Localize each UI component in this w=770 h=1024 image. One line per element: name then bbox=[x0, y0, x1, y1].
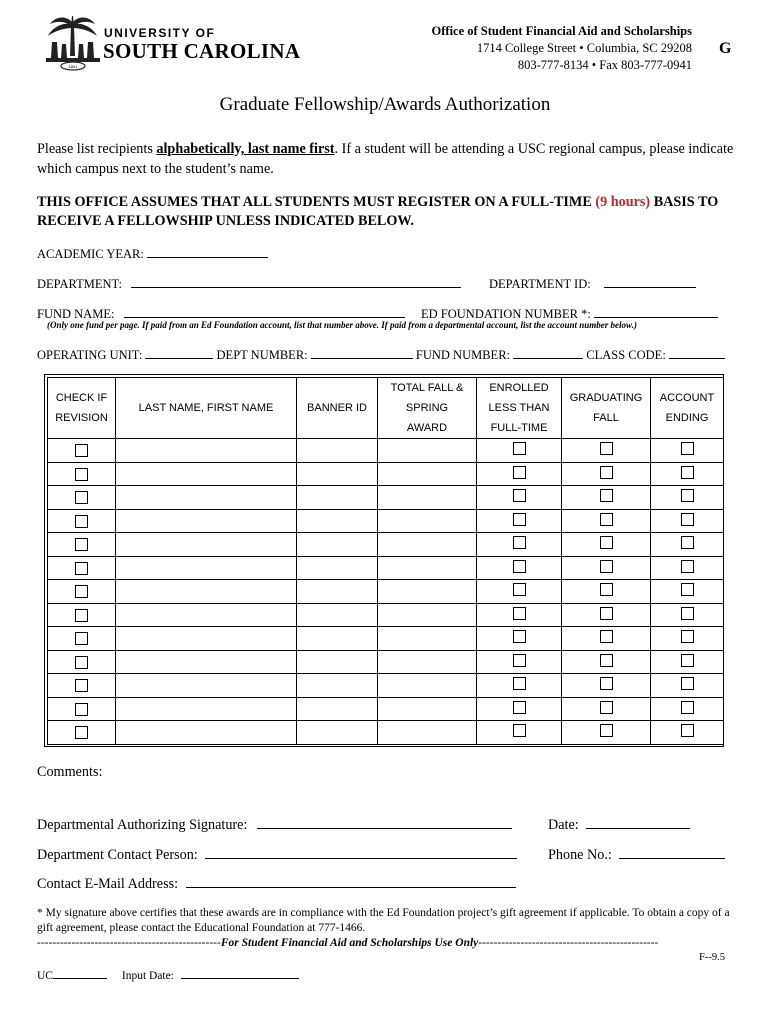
department-id-label: DEPARTMENT ID: bbox=[489, 277, 591, 291]
col-graduating bbox=[562, 378, 651, 439]
enrolled-checkbox[interactable] bbox=[513, 513, 526, 526]
account-ending-cell bbox=[651, 462, 724, 486]
revision-cell bbox=[48, 650, 116, 674]
department-input[interactable] bbox=[131, 275, 461, 288]
date-label: Date: bbox=[548, 817, 579, 833]
fund-number-label: FUND NUMBER: bbox=[415, 348, 511, 362]
name-cell[interactable] bbox=[116, 486, 297, 510]
revision-checkbox[interactable] bbox=[75, 679, 88, 692]
award-cell[interactable] bbox=[378, 627, 477, 651]
graduating-checkbox[interactable] bbox=[600, 677, 613, 690]
enrolled-cell bbox=[477, 556, 562, 580]
notice-post: BASIS TO RECEIVE A FELLOWSHIP UNLESS INDICATED BELOW. bbox=[37, 194, 719, 229]
banner-id-cell[interactable] bbox=[297, 697, 378, 721]
account-ending-cell bbox=[651, 556, 724, 580]
dept-number-label: DEPT NUMBER: bbox=[216, 348, 308, 362]
enrolled-cell bbox=[477, 486, 562, 510]
table-row bbox=[48, 650, 724, 674]
logo-line1: UNIVERSITY OF bbox=[104, 26, 216, 40]
col-name-label: LAST NAME, FIRST NAME bbox=[138, 402, 274, 414]
page-title: Graduate Fellowship/Awards Authorization bbox=[219, 94, 551, 115]
logo-line2: SOUTH CAROLINA bbox=[103, 39, 301, 63]
department-id-input[interactable] bbox=[604, 275, 696, 288]
enrolled-cell bbox=[477, 509, 562, 533]
graduating-checkbox[interactable] bbox=[600, 607, 613, 620]
award-cell[interactable] bbox=[378, 674, 477, 698]
table-row bbox=[48, 697, 724, 721]
col-account-ending bbox=[651, 378, 724, 439]
enrolled-checkbox[interactable] bbox=[513, 583, 526, 596]
enrolled-checkbox[interactable] bbox=[513, 654, 526, 667]
col-check-line2: REVISION bbox=[55, 412, 108, 424]
graduating-checkbox[interactable] bbox=[600, 701, 613, 714]
enrolled-cell bbox=[477, 627, 562, 651]
graduating-cell bbox=[562, 721, 651, 745]
graduating-cell bbox=[562, 603, 651, 627]
col-acct-line2: ENDING bbox=[665, 412, 709, 424]
graduating-cell bbox=[562, 627, 651, 651]
account-ending-cell bbox=[651, 721, 724, 745]
graduating-cell bbox=[562, 650, 651, 674]
fund-number-input[interactable] bbox=[513, 346, 583, 359]
revision-checkbox[interactable] bbox=[75, 609, 88, 622]
revision-cell bbox=[48, 439, 116, 463]
banner-id-cell[interactable] bbox=[297, 462, 378, 486]
academic-year-label: ACADEMIC YEAR: bbox=[37, 247, 144, 261]
account-ending-checkbox[interactable] bbox=[681, 630, 694, 643]
graduating-checkbox[interactable] bbox=[600, 536, 613, 549]
phone-label: Phone No.: bbox=[548, 847, 612, 863]
account-ending-checkbox[interactable] bbox=[681, 513, 694, 526]
graduating-cell bbox=[562, 674, 651, 698]
award-cell[interactable] bbox=[378, 462, 477, 486]
revision-cell bbox=[48, 721, 116, 745]
revision-cell bbox=[48, 509, 116, 533]
graduating-cell bbox=[562, 556, 651, 580]
form-number: F--9.5 bbox=[699, 952, 725, 963]
account-ending-checkbox[interactable] bbox=[681, 560, 694, 573]
account-ending-checkbox[interactable] bbox=[681, 701, 694, 714]
banner-id-cell[interactable] bbox=[297, 674, 378, 698]
date-field bbox=[548, 816, 690, 834]
revision-checkbox[interactable] bbox=[75, 632, 88, 645]
table-row bbox=[48, 674, 724, 698]
enrolled-checkbox[interactable] bbox=[513, 724, 526, 737]
account-codes-row bbox=[37, 346, 725, 363]
revision-checkbox[interactable] bbox=[75, 491, 88, 504]
revision-cell bbox=[48, 580, 116, 604]
table-row bbox=[48, 462, 724, 486]
banner-id-cell[interactable] bbox=[297, 627, 378, 651]
enrolled-checkbox[interactable] bbox=[513, 442, 526, 455]
enrolled-cell bbox=[477, 674, 562, 698]
certification-note: * My signature above certifies that these awards are in compliance with the Ed Foundation project’s gift agreement if applicable. To obtain a copy of a gift agreement, please contact the Educational Foundation at 777-1466. bbox=[37, 907, 730, 934]
graduating-cell bbox=[562, 533, 651, 557]
account-ending-cell bbox=[651, 439, 724, 463]
col-banner-label: BANNER ID bbox=[307, 402, 367, 414]
col-total-line2: SPRING bbox=[405, 402, 449, 414]
revision-checkbox[interactable] bbox=[75, 515, 88, 528]
comments-label: Comments: bbox=[37, 764, 103, 780]
revision-checkbox[interactable] bbox=[75, 726, 88, 739]
enrolled-cell bbox=[477, 533, 562, 557]
award-cell[interactable] bbox=[378, 509, 477, 533]
fulltime-notice bbox=[37, 193, 737, 231]
banner-id-cell[interactable] bbox=[297, 533, 378, 557]
col-check-line1: CHECK IF bbox=[55, 392, 108, 404]
banner-id-cell[interactable] bbox=[297, 486, 378, 510]
enrolled-checkbox[interactable] bbox=[513, 607, 526, 620]
office-block bbox=[432, 23, 692, 74]
banner-id-cell[interactable] bbox=[297, 721, 378, 745]
enrolled-cell bbox=[477, 580, 562, 604]
fund-name-input[interactable] bbox=[124, 305, 405, 318]
graduating-cell bbox=[562, 486, 651, 510]
ed-foundation-label: ED FOUNDATION NUMBER *: bbox=[421, 307, 591, 321]
col-total-award bbox=[378, 378, 477, 439]
revision-checkbox[interactable] bbox=[75, 538, 88, 551]
banner-id-cell[interactable] bbox=[297, 556, 378, 580]
revision-cell bbox=[48, 697, 116, 721]
graduating-cell bbox=[562, 509, 651, 533]
input-date-label: Input Date: bbox=[121, 970, 174, 982]
banner-id-cell[interactable] bbox=[297, 603, 378, 627]
enrolled-checkbox[interactable] bbox=[513, 560, 526, 573]
table-row bbox=[48, 486, 724, 510]
class-code-label: CLASS CODE: bbox=[586, 348, 666, 362]
revision-cell bbox=[48, 462, 116, 486]
table-row bbox=[48, 721, 724, 745]
col-total-line3: AWARD bbox=[406, 422, 448, 434]
account-ending-cell bbox=[651, 603, 724, 627]
account-ending-checkbox[interactable] bbox=[681, 442, 694, 455]
revision-cell bbox=[48, 603, 116, 627]
contact-person-input[interactable] bbox=[205, 846, 517, 859]
email-field bbox=[37, 875, 516, 893]
auth-signature-input[interactable] bbox=[257, 816, 512, 829]
academic-year-input[interactable] bbox=[147, 245, 268, 258]
office-use-divider bbox=[37, 937, 658, 949]
account-ending-checkbox[interactable] bbox=[681, 654, 694, 667]
table-row bbox=[48, 627, 724, 651]
account-ending-checkbox[interactable] bbox=[681, 583, 694, 596]
revision-cell bbox=[48, 674, 116, 698]
name-cell[interactable] bbox=[116, 674, 297, 698]
name-cell[interactable] bbox=[116, 697, 297, 721]
palmetto-seal-icon bbox=[42, 12, 104, 72]
auth-signature-field bbox=[37, 816, 512, 834]
graduating-checkbox[interactable] bbox=[600, 583, 613, 596]
form-letter: G bbox=[719, 40, 732, 57]
table-row bbox=[48, 439, 724, 463]
office-phone: 803-777-8134 • Fax 803-777-0941 bbox=[517, 58, 692, 72]
office-use-fields bbox=[37, 966, 299, 982]
account-ending-checkbox[interactable] bbox=[681, 466, 694, 479]
name-cell[interactable] bbox=[116, 721, 297, 745]
account-ending-cell bbox=[651, 486, 724, 510]
revision-checkbox[interactable] bbox=[75, 562, 88, 575]
operating-unit-input[interactable] bbox=[145, 346, 213, 359]
graduating-checkbox[interactable] bbox=[600, 466, 613, 479]
enrolled-cell bbox=[477, 603, 562, 627]
instructions-post: . If a student will be attending a USC regional campus, please indicate which campus next to the student’s name. bbox=[37, 141, 734, 177]
table-row bbox=[48, 603, 724, 627]
name-cell[interactable] bbox=[116, 509, 297, 533]
account-ending-cell bbox=[651, 697, 724, 721]
revision-cell bbox=[48, 556, 116, 580]
academic-year-field bbox=[37, 245, 268, 262]
graduating-cell bbox=[562, 697, 651, 721]
name-cell[interactable] bbox=[116, 556, 297, 580]
contact-person-label: Department Contact Person: bbox=[37, 847, 198, 863]
enrolled-cell bbox=[477, 650, 562, 674]
email-label: Contact E-Mail Address: bbox=[37, 876, 179, 892]
award-cell[interactable] bbox=[378, 556, 477, 580]
award-cell[interactable] bbox=[378, 439, 477, 463]
col-total-line1: TOTAL FALL & bbox=[390, 382, 464, 394]
col-enrolled bbox=[477, 378, 562, 439]
col-banner-id bbox=[297, 378, 378, 439]
enrolled-checkbox[interactable] bbox=[513, 677, 526, 690]
graduating-checkbox[interactable] bbox=[600, 513, 613, 526]
office-use-label: For Student Financial Aid and Scholarships Use Only bbox=[220, 937, 479, 949]
table-body bbox=[48, 439, 724, 745]
award-cell[interactable] bbox=[378, 603, 477, 627]
office-name: Office of Student Financial Aid and Scholarships bbox=[431, 24, 692, 38]
col-grad-line1: GRADUATING bbox=[569, 392, 643, 404]
name-cell[interactable] bbox=[116, 603, 297, 627]
account-ending-checkbox[interactable] bbox=[681, 677, 694, 690]
department-field bbox=[37, 275, 461, 292]
graduating-cell bbox=[562, 462, 651, 486]
revision-cell bbox=[48, 533, 116, 557]
account-ending-cell bbox=[651, 580, 724, 604]
revision-checkbox[interactable] bbox=[75, 703, 88, 716]
award-cell[interactable] bbox=[378, 533, 477, 557]
col-name bbox=[116, 378, 297, 439]
account-ending-cell bbox=[651, 650, 724, 674]
revision-checkbox[interactable] bbox=[75, 468, 88, 481]
award-cell[interactable] bbox=[378, 721, 477, 745]
input-date-input[interactable] bbox=[181, 966, 299, 979]
award-cell[interactable] bbox=[378, 580, 477, 604]
enrolled-checkbox[interactable] bbox=[513, 701, 526, 714]
auth-signature-label: Departmental Authorizing Signature: bbox=[37, 817, 248, 833]
fund-name-label: FUND NAME: bbox=[37, 307, 115, 321]
fund-note: (Only one fund per page. If paid from an Ed Foundation account, list that number above. If paid from a departmental account, list the account number below.) bbox=[47, 320, 637, 330]
enrolled-checkbox[interactable] bbox=[513, 630, 526, 643]
award-cell[interactable] bbox=[378, 486, 477, 510]
enrolled-checkbox[interactable] bbox=[513, 489, 526, 502]
graduating-checkbox[interactable] bbox=[600, 442, 613, 455]
name-cell[interactable] bbox=[116, 462, 297, 486]
recipients-table bbox=[47, 377, 724, 745]
table-row bbox=[48, 556, 724, 580]
table-row bbox=[48, 533, 724, 557]
table-row bbox=[48, 580, 724, 604]
uc-label: UC bbox=[37, 970, 53, 982]
revision-checkbox[interactable] bbox=[75, 444, 88, 457]
account-ending-checkbox[interactable] bbox=[681, 607, 694, 620]
table-header-row bbox=[48, 378, 724, 439]
graduating-checkbox[interactable] bbox=[600, 654, 613, 667]
notice-pre: THIS OFFICE ASSUMES THAT ALL STUDENTS MUST REGISTER ON A FULL-TIME bbox=[37, 194, 596, 210]
graduating-checkbox[interactable] bbox=[600, 724, 613, 737]
account-ending-cell bbox=[651, 509, 724, 533]
col-check-if-revision bbox=[48, 378, 116, 439]
account-ending-checkbox[interactable] bbox=[681, 536, 694, 549]
revision-checkbox[interactable] bbox=[75, 656, 88, 669]
department-label: DEPARTMENT: bbox=[37, 277, 122, 291]
banner-id-cell[interactable] bbox=[297, 650, 378, 674]
class-code-input[interactable] bbox=[669, 346, 725, 359]
revision-checkbox[interactable] bbox=[75, 585, 88, 598]
graduating-checkbox[interactable] bbox=[600, 560, 613, 573]
revision-cell bbox=[48, 486, 116, 510]
graduating-cell bbox=[562, 580, 651, 604]
award-cell[interactable] bbox=[378, 650, 477, 674]
banner-id-cell[interactable] bbox=[297, 509, 378, 533]
table-row bbox=[48, 509, 724, 533]
account-ending-cell bbox=[651, 533, 724, 557]
contact-person-field bbox=[37, 846, 517, 864]
col-enrolled-line1: ENROLLED bbox=[489, 382, 549, 394]
name-cell[interactable] bbox=[116, 650, 297, 674]
banner-id-cell[interactable] bbox=[297, 439, 378, 463]
instructions-emphasis: alphabetically, last name first bbox=[156, 141, 335, 157]
office-address: 1714 College Street • Columbia, SC 29208 bbox=[476, 41, 692, 55]
enrolled-checkbox[interactable] bbox=[513, 536, 526, 549]
dept-number-input[interactable] bbox=[311, 346, 413, 359]
col-acct-line1: ACCOUNT bbox=[659, 392, 715, 404]
enrolled-cell bbox=[477, 439, 562, 463]
department-id-field bbox=[489, 275, 696, 292]
account-ending-checkbox[interactable] bbox=[681, 489, 694, 502]
phone-field bbox=[548, 846, 725, 864]
account-ending-cell bbox=[651, 674, 724, 698]
operating-unit-label: OPERATING UNIT: bbox=[37, 348, 143, 362]
col-grad-line2: FALL bbox=[593, 412, 619, 424]
award-cell[interactable] bbox=[378, 697, 477, 721]
revision-cell bbox=[48, 627, 116, 651]
name-cell[interactable] bbox=[116, 439, 297, 463]
graduating-checkbox[interactable] bbox=[600, 630, 613, 643]
notice-hours: (9 hours) bbox=[595, 194, 651, 210]
instructions-pre: Please list recipients bbox=[37, 141, 157, 157]
instructions bbox=[37, 139, 737, 179]
name-cell[interactable] bbox=[116, 580, 297, 604]
email-input[interactable] bbox=[186, 875, 516, 888]
svg-text:1801: 1801 bbox=[68, 64, 78, 69]
enrolled-cell bbox=[477, 697, 562, 721]
graduating-cell bbox=[562, 439, 651, 463]
enrolled-cell bbox=[477, 721, 562, 745]
account-ending-checkbox[interactable] bbox=[681, 724, 694, 737]
col-enrolled-line3: FULL-TIME bbox=[490, 422, 548, 434]
account-ending-cell bbox=[651, 627, 724, 651]
graduating-checkbox[interactable] bbox=[600, 489, 613, 502]
name-cell[interactable] bbox=[116, 627, 297, 651]
phone-input[interactable] bbox=[619, 846, 725, 859]
enrolled-checkbox[interactable] bbox=[513, 466, 526, 479]
divider-right: ----------------------------------------------- bbox=[478, 937, 659, 949]
banner-id-cell[interactable] bbox=[297, 580, 378, 604]
ed-foundation-input[interactable] bbox=[594, 305, 718, 318]
name-cell[interactable] bbox=[116, 533, 297, 557]
date-input[interactable] bbox=[586, 816, 690, 829]
enrolled-cell bbox=[477, 462, 562, 486]
uc-input[interactable] bbox=[53, 966, 107, 979]
col-enrolled-line2: LESS THAN bbox=[488, 402, 550, 414]
divider-left: ------------------------------------------------ bbox=[37, 937, 221, 949]
